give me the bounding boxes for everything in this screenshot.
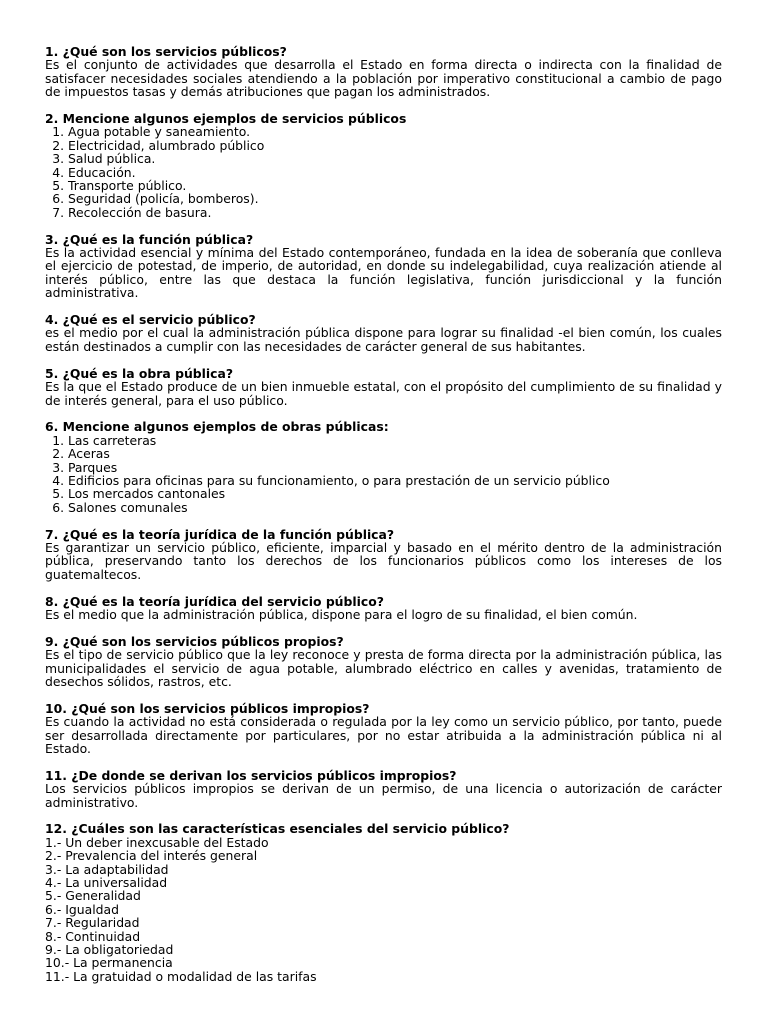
question-10: [45, 702, 722, 756]
question-12: [45, 822, 722, 983]
list-item: 4. Educación.: [68, 166, 722, 179]
question-7: [45, 528, 722, 582]
list-item: 2.- Prevalencia del interés general: [45, 848, 258, 864]
question-answer: Es la que el Estado produce de un bien inmueble estatal, con el propósito del cumplimiento de su finalidad y de interés general, para el uso público.: [45, 379, 722, 408]
question-9: [45, 635, 722, 689]
question-answer: Es el medio que la administración pública, dispone para el logro de su finalidad, el bien común.: [45, 606, 638, 622]
list-item: 5.- Generalidad: [45, 888, 141, 904]
question-title: 9. ¿Qué son los servicios públicos propios?: [45, 633, 344, 649]
list-item: 10.- La permanencia: [45, 955, 173, 971]
question-answer: Es la actividad esencial y mínima del Estado contemporáneo, fundada en la idea de soberanía que conlleva el ejercicio de potestad, de imperio, de autoridad, en donde su indelegabilidad, cuya realización atiende al interés público, entre las que destaca la función legislativa, función jurisdiccional y la función administrativa.: [45, 245, 722, 301]
question-answer: Es garantizar un servicio público, eficiente, imparcial y basado en el mérito dentro de la administración pública, preservando tanto los derechos de los funcionarios públicos como los intereses de los guatemaltecos.: [45, 539, 722, 582]
question-title: 5. ¿Qué es la obra pública?: [45, 365, 234, 381]
list-item: 6. Salones comunales: [68, 501, 722, 514]
list-item: 4. Edificios para oficinas para su funcionamiento, o para prestación de un servicio público: [68, 474, 722, 487]
question-2: [45, 112, 722, 219]
list-item: 11.- La gratuidad o modalidad de las tarifas: [45, 968, 317, 984]
question-title: 10. ¿Qué son los servicios públicos impropios?: [45, 700, 370, 716]
examples-list: [45, 125, 722, 219]
question-title: 2. Mencione algunos ejemplos de servicios públicos: [45, 111, 407, 127]
list-item: 8.- Continuidad: [45, 928, 141, 944]
list-item: 1. Agua potable y saneamiento.: [68, 125, 722, 138]
list-item: 2. Electricidad, alumbrado público: [68, 139, 722, 152]
list-item: 1.- Un deber inexcusable del Estado: [45, 834, 269, 850]
question-title: 6. Mencione algunos ejemplos de obras públicas:: [45, 419, 389, 435]
list-item: 3.- La adaptabilidad: [45, 861, 169, 877]
question-8: [45, 595, 722, 622]
list-item: 2. Aceras: [68, 447, 722, 460]
examples-list: [45, 434, 722, 514]
question-answer: Los servicios públicos impropios se derivan de un permiso, de una licencia o autorización de carácter administrativo.: [45, 781, 722, 810]
question-5: [45, 367, 722, 407]
question-title: 7. ¿Qué es la teoría jurídica de la función pública?: [45, 526, 395, 542]
question-title: 1. ¿Qué son los servicios públicos?: [45, 44, 287, 59]
question-title: 11. ¿De donde se derivan los servicios públicos impropios?: [45, 767, 457, 783]
list-item: 3. Parques: [68, 461, 722, 474]
question-6: [45, 420, 722, 514]
question-3: [45, 233, 722, 300]
list-item: 1. Las carreteras: [68, 434, 722, 447]
question-answer: Es el tipo de servicio público que la ley reconoce y presta de forma directa por la administración pública, las municipalidades el servicio de agua potable, alumbrado eléctrico en calles y avenidas, tratamiento de desechos sólidos, rastros, etc.: [45, 647, 722, 689]
question-1: [45, 45, 722, 99]
list-item: 3. Salud pública.: [68, 152, 722, 165]
characteristics-list: [45, 836, 722, 983]
list-item: 6. Seguridad (policía, bomberos).: [68, 192, 722, 205]
list-item: 5. Transporte público.: [68, 179, 722, 192]
list-item: 7.- Regularidad: [45, 915, 140, 931]
list-item: 7. Recolección de basura.: [68, 206, 722, 219]
question-4: [45, 313, 722, 353]
question-title: 12. ¿Cuáles son las características esenciales del servicio público?: [45, 821, 510, 837]
question-title: 3. ¿Qué es la función pública?: [45, 231, 254, 247]
list-item: 6.- Igualdad: [45, 901, 119, 917]
question-answer: es el medio por el cual la administración pública dispone para lograr su finalidad -el bien común, los cuales están destinados a cumplir con las necesidades de carácter general de sus habitantes.: [45, 325, 722, 354]
document-page: [45, 45, 722, 997]
question-title: 8. ¿Qué es la teoría jurídica del servicio público?: [45, 593, 384, 609]
question-answer: Es el conjunto de actividades que desarrolla el Estado en forma directa o indirecta con la finalidad de satisfacer necesidades sociales atendiendo a la población por imperativo constitucional a cambio de pago de impuestos tasas y demás atribuciones que pagan los administrados.: [45, 57, 722, 100]
list-item: 9.- La obligatoriedad: [45, 942, 174, 958]
list-item: 5. Los mercados cantonales: [68, 487, 722, 500]
list-item: 4.- La universalidad: [45, 875, 168, 891]
question-title: 4. ¿Qué es el servicio público?: [45, 312, 256, 328]
question-11: [45, 769, 722, 809]
question-answer: Es cuando la actividad no está considerada o regulada por la ley como un servicio público, por tanto, puede ser desarrollada directamente por particulares, por no estar atribuida a la administración pública ni al Estado.: [45, 714, 722, 756]
